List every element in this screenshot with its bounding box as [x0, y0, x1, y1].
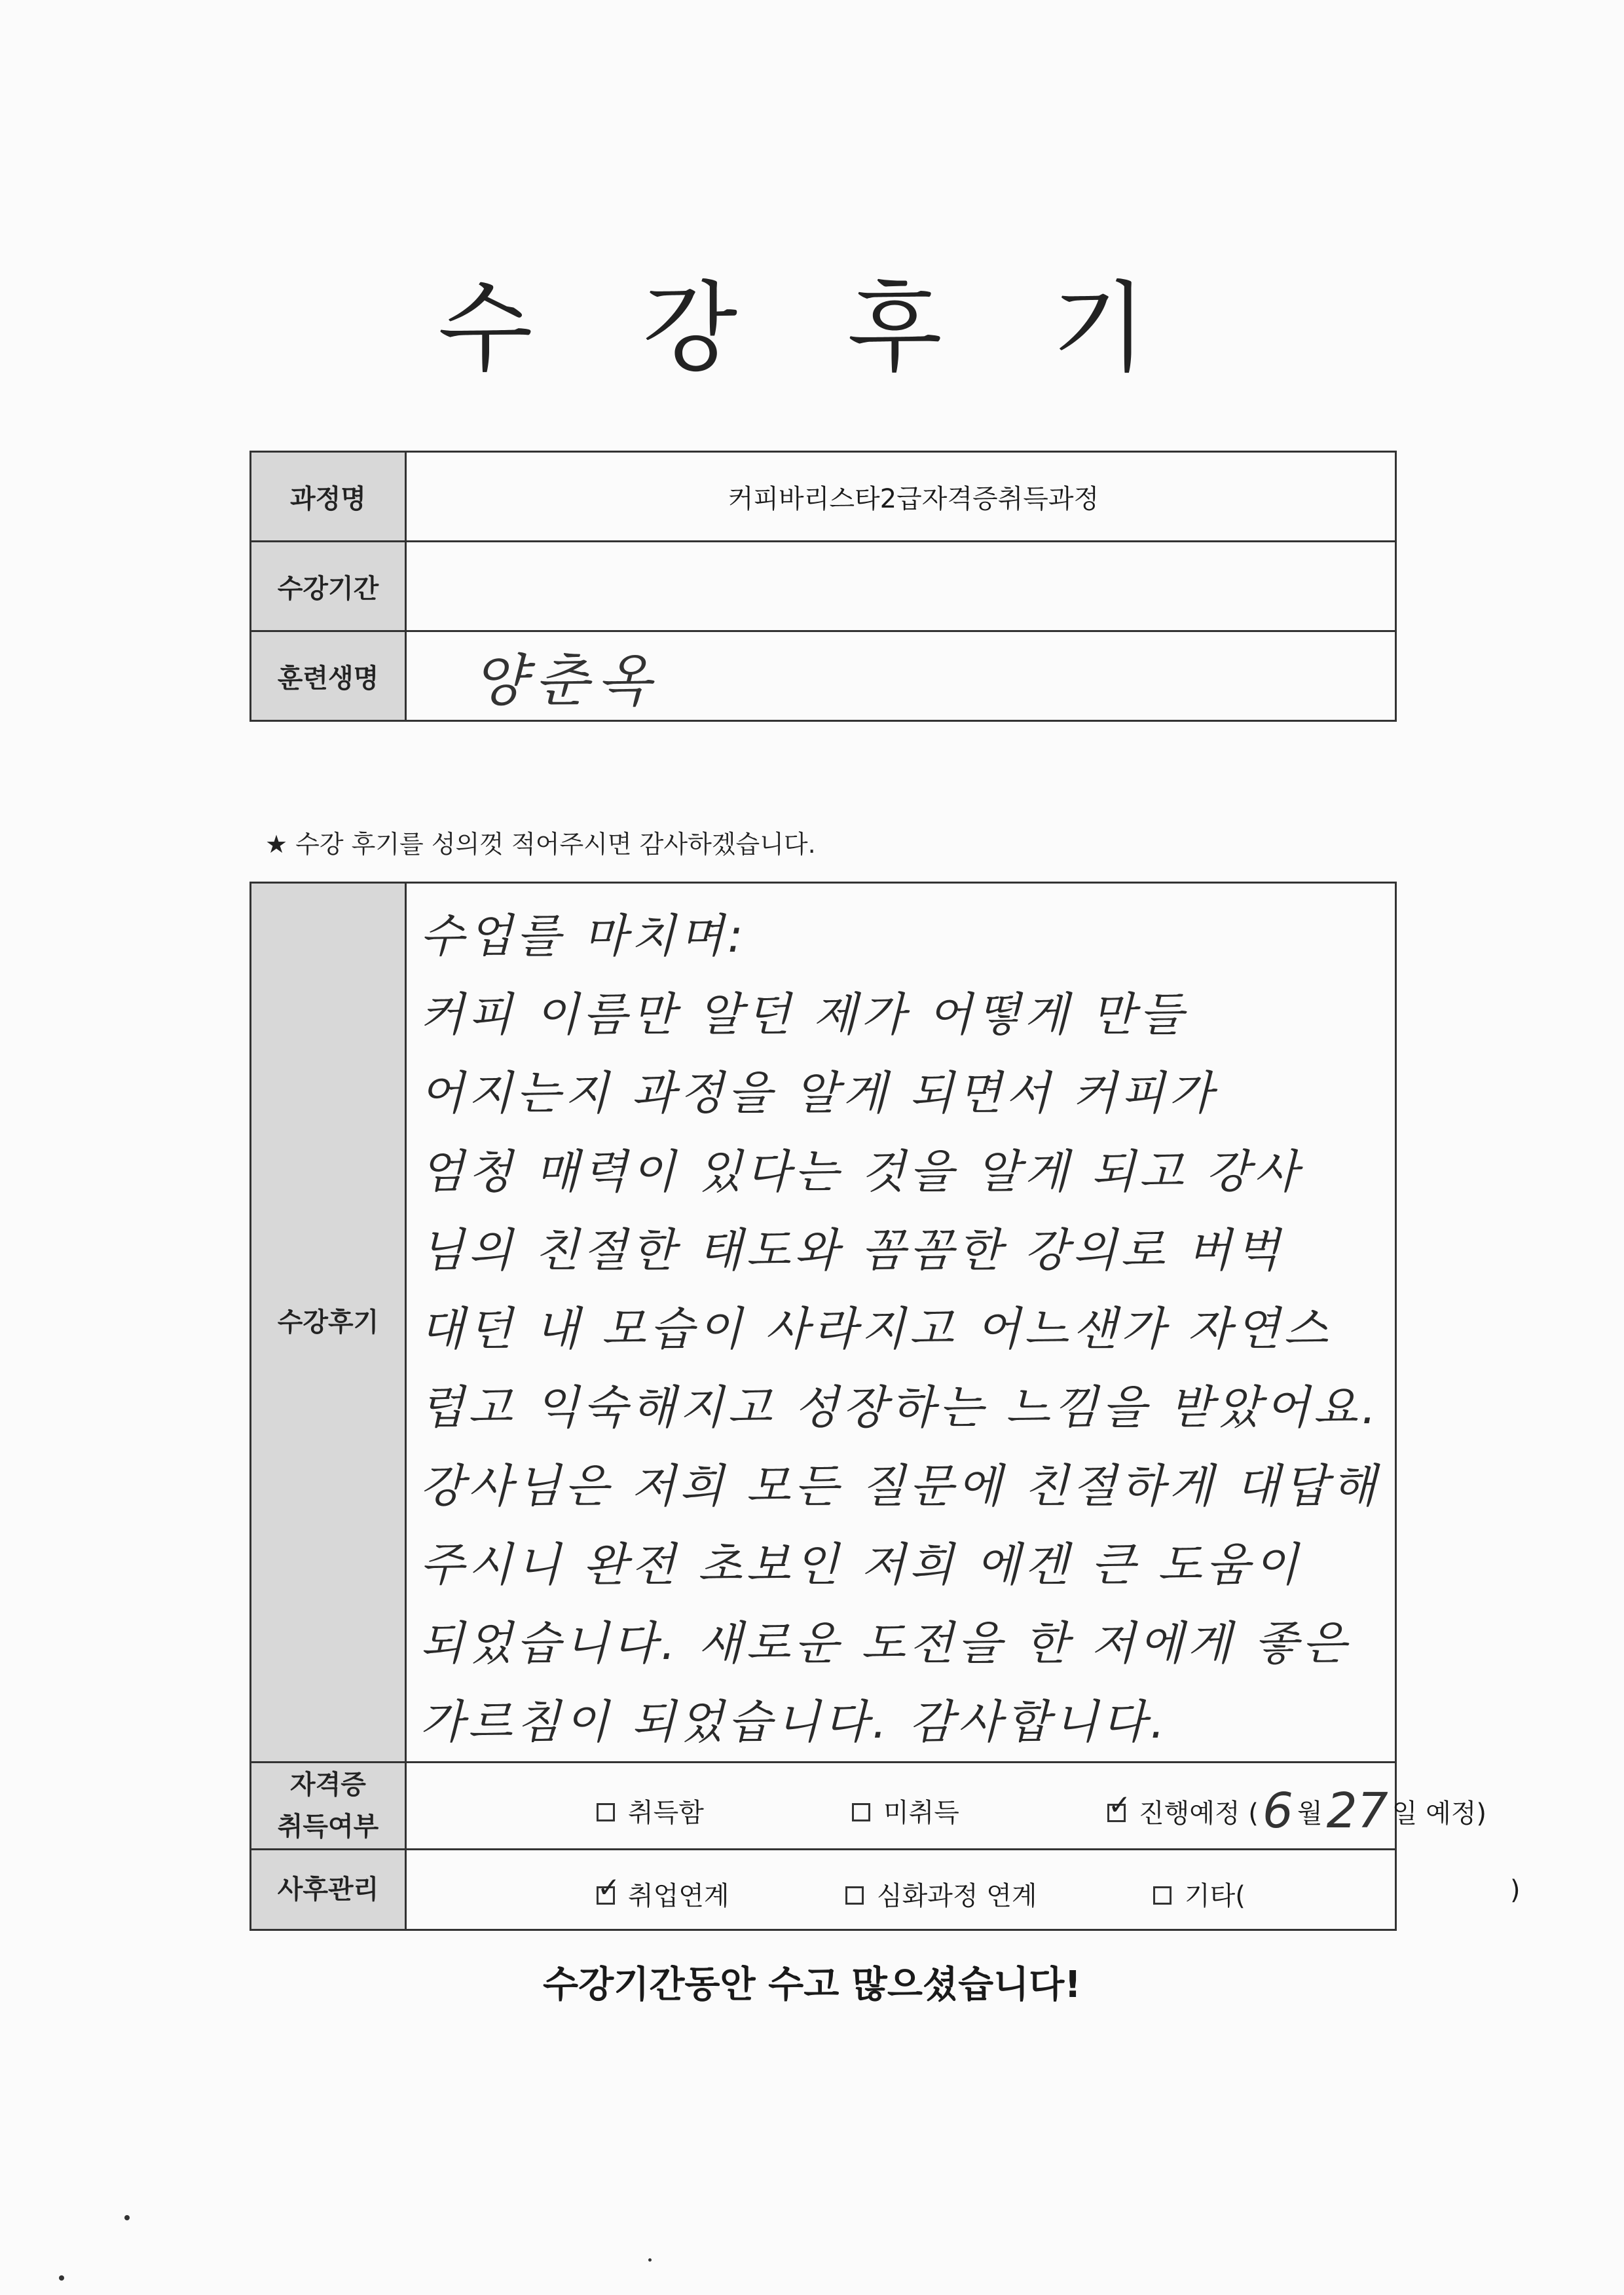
trainee-label: 훈련생명: [251, 631, 406, 721]
cert-option-obtained[interactable]: [597, 1792, 704, 1829]
review-line: 엄청 매력이 있다는 것을 알게 되고 강사: [420, 1145, 1302, 1199]
cert-day-handwritten[interactable]: 27: [1326, 1783, 1388, 1839]
review-label: 수강후기: [251, 883, 406, 1763]
cert-month-handwritten[interactable]: 6: [1262, 1783, 1293, 1839]
month-unit: 월: [1297, 1799, 1323, 1829]
cert-options: [406, 1763, 1487, 1850]
period-label: 수강기간: [251, 542, 406, 631]
aftercare-option-advanced[interactable]: [845, 1875, 1037, 1912]
day-unit: 일 예정): [1392, 1799, 1487, 1829]
course-label: 과정명: [251, 452, 406, 542]
review-table: [249, 882, 1521, 1931]
checkbox-icon[interactable]: [852, 1803, 870, 1821]
cert-label-line2: 취득여부: [277, 1812, 379, 1842]
checkbox-icon[interactable]: [845, 1886, 864, 1905]
period-row: [251, 542, 1396, 631]
review-handwriting: [420, 897, 1382, 1761]
scan-speck: [59, 2275, 64, 2281]
review-line: 님의 친절한 태도와 꼼꼼한 강의로 버벅: [420, 1223, 1284, 1277]
trainee-row: [251, 631, 1396, 721]
course-row: [251, 452, 1396, 542]
cert-row: [251, 1763, 1396, 1850]
instruction-note: ★ 수강 후기를 성의껏 적어주시면 감사하겠습니다.: [265, 830, 816, 859]
closing-message: 수강기간동안 수고 많으셨습니다!: [543, 1964, 1081, 2006]
review-row: [251, 883, 1396, 1763]
review-line: 가르침이 되었습니다. 감사합니다.: [420, 1695, 1169, 1749]
checkbox-icon[interactable]: [1153, 1886, 1172, 1905]
review-line: 커피 이름만 알던 제가 어떻게 만들: [420, 988, 1187, 1041]
review-line: 주시니 완전 초보인 저희 에겐 큰 도움이: [420, 1538, 1302, 1592]
course-value: 커피바리스타2급자격증취득과정: [406, 452, 1396, 542]
checked-checkbox-icon[interactable]: [1107, 1804, 1126, 1822]
scan-speck: [124, 2215, 130, 2220]
review-line: 대던 내 모습이 사라지고 어느샌가 자연스: [420, 1302, 1332, 1356]
cert-option-not-obtained-label: 미취득: [883, 1798, 959, 1828]
aftercare-option-employment[interactable]: [597, 1875, 729, 1912]
trainee-name-handwritten[interactable]: 양춘옥: [472, 648, 659, 714]
cert-option-not-obtained[interactable]: [852, 1792, 959, 1829]
review-line: 되었습니다. 새로운 도전을 한 저에게 좋은: [420, 1616, 1351, 1670]
review-line: 럽고 익숙해지고 성장하는 느낌을 받았어요.: [420, 1381, 1380, 1434]
checked-checkbox-icon[interactable]: [597, 1886, 615, 1905]
aftercare-option-other[interactable]: [1153, 1875, 1246, 1912]
cert-option-in-progress-label: 진행예정 (: [1139, 1799, 1259, 1829]
cert-label-line1: 자격증: [290, 1770, 366, 1800]
page-title: 수 강 후 기: [437, 272, 1187, 386]
course-info-table: [249, 451, 1397, 722]
period-value[interactable]: [406, 542, 1396, 631]
review-text-area[interactable]: [406, 883, 1396, 1763]
aftercare-option-advanced-label: 심화과정 연계: [877, 1881, 1037, 1911]
review-line: 수업를 마치며:: [420, 909, 747, 963]
checkbox-icon[interactable]: [597, 1803, 615, 1821]
scan-speck: [648, 2258, 652, 2262]
aftercare-row: [251, 1850, 1396, 1930]
aftercare-options: [406, 1850, 1521, 1930]
aftercare-option-employment-label: 취업연계: [628, 1881, 729, 1911]
aftercare-other-close: ): [1510, 1875, 1521, 1905]
review-line: 어지는지 과정을 알게 되면서 커피가: [420, 1066, 1217, 1120]
cert-label: [251, 1763, 406, 1850]
cert-option-obtained-label: 취득함: [628, 1798, 704, 1828]
review-line: 강사님은 저희 모든 질문에 친절하게 대답해: [420, 1459, 1380, 1513]
aftercare-option-other-label: 기타(: [1185, 1881, 1246, 1911]
aftercare-label: 사후관리: [251, 1850, 406, 1930]
cert-option-in-progress[interactable]: [1107, 1783, 1486, 1839]
